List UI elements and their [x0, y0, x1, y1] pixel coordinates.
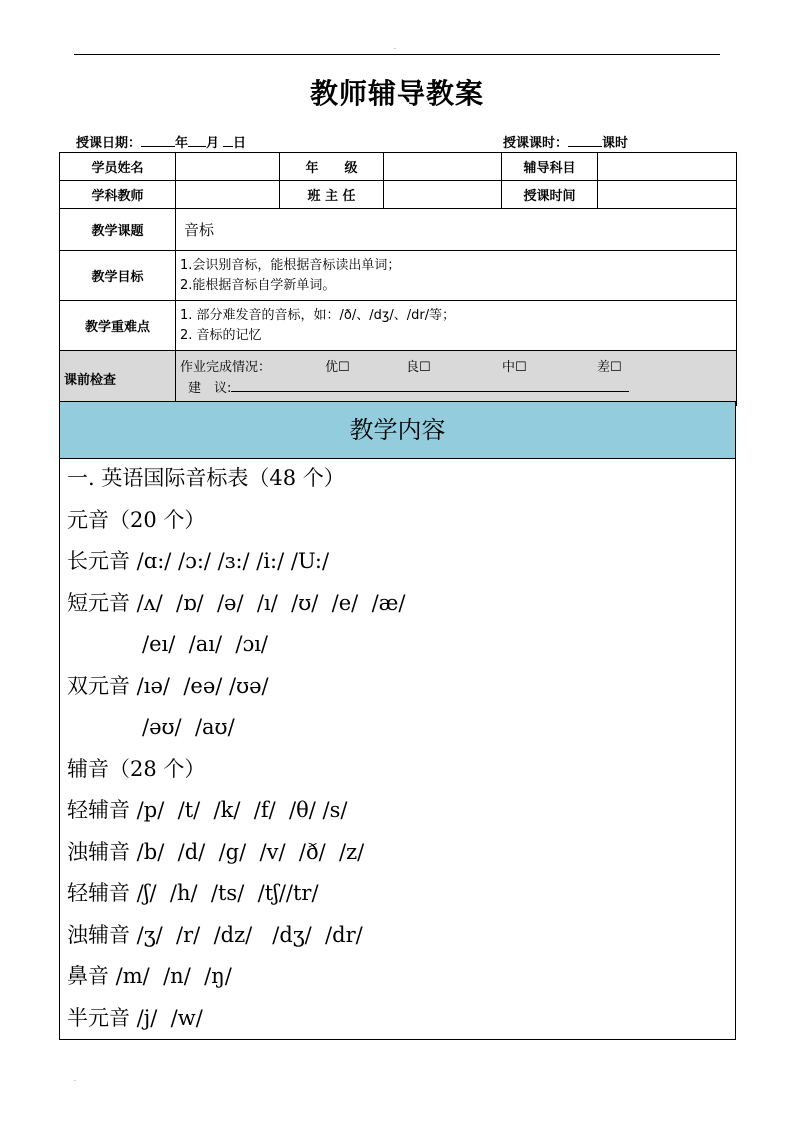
student-name-label: 学员姓名: [60, 153, 176, 181]
teacher-label: 学科教师: [60, 181, 176, 209]
suggestion-row: [180, 378, 732, 399]
key-points-value: [176, 301, 737, 351]
key-points-label: 教学重难点: [60, 301, 176, 351]
subject-value: [598, 153, 737, 181]
hours-blank: [568, 134, 602, 147]
voiceless-consonants-2: 轻辅音 /ʃ/ /h/ /ts/ /tʃ//tr/: [67, 881, 319, 905]
time-value: [598, 181, 737, 209]
hours-label: 授课课时：: [503, 136, 569, 151]
day-unit: 日: [233, 136, 247, 151]
diphthongs-line-3: /əʊ/ /aʊ/: [142, 715, 235, 739]
homework-row: [180, 358, 732, 378]
time-label: 授课时间: [502, 181, 598, 209]
student-name-value: [176, 153, 280, 181]
month-blank: [188, 134, 206, 147]
date-label: 授课日期：: [76, 136, 142, 151]
option-good[interactable]: 良☐: [406, 359, 431, 375]
option-fair[interactable]: 中☐: [502, 359, 527, 375]
voiceless-consonants-1: 轻辅音 /p/ /t/ /k/ /f/ /θ/ /s/: [67, 798, 348, 822]
goal-line-2: 2.能根据音标自学新单词。: [180, 277, 336, 293]
goal-value: [176, 251, 737, 301]
month-unit: 月: [206, 136, 220, 151]
topic-value: 音标: [176, 209, 737, 251]
option-excellent[interactable]: 优☐: [325, 359, 350, 375]
long-vowels: 长元音 /ɑ:/ /ɔ:/ /ɜ:/ /i:/ /U:/: [67, 549, 330, 573]
homework-label: 作业完成情况：: [180, 359, 272, 375]
topic-label: 教学课题: [60, 209, 176, 251]
head-teacher-label: 班 主 任: [280, 181, 384, 209]
hours-unit: 课时: [602, 136, 629, 151]
phonetics-list: [67, 458, 727, 1039]
diphthongs-line-2: 双元音 /ıə/ /eə/ /ʊə/: [67, 673, 269, 698]
voiced-consonants-1: 浊辅音 /b/ /d/ /g/ /v/ /ð/ /z/: [67, 839, 365, 864]
lesson-info-table: [59, 152, 737, 406]
consonants-heading: 辅音（28 个）: [67, 756, 206, 781]
nasal-consonants: 鼻音 /m/ /n/ /ŋ/: [67, 964, 232, 988]
voiced-consonants-2: 浊辅音 /ʒ/ /r/ /dz/ /dʒ/ /dr/: [67, 922, 363, 947]
header-dot: .: [394, 44, 396, 51]
year-blank: [141, 134, 175, 147]
semi-vowels: 半元音 /j/ /w/: [67, 1005, 203, 1030]
class-date: [76, 132, 246, 151]
head-teacher-value: [384, 181, 502, 209]
subject-label: 辅导科目: [502, 153, 598, 181]
precheck-value: [176, 351, 737, 406]
grade-value: [384, 153, 502, 181]
footer-dot: .: [74, 1076, 76, 1083]
precheck-label: 课前检查: [60, 351, 176, 406]
short-vowels: 短元音 /ʌ/ /ɒ/ /ə/ /ı/ /ʊ/ /e/ /æ/: [67, 590, 406, 615]
header-rule: [74, 54, 720, 55]
key-line-2: 2. 音标的记忆: [180, 327, 262, 343]
grade-label: 年 级: [280, 153, 384, 181]
day-blank: [223, 134, 233, 147]
suggestion-field[interactable]: [231, 378, 629, 392]
teacher-value: [176, 181, 280, 209]
suggestion-label: 建 议:: [188, 380, 232, 396]
diphthongs-line-1: /eı/ /aı/ /ɔı/: [142, 632, 269, 656]
option-poor[interactable]: 差☐: [597, 359, 622, 375]
content-heading: 教学内容: [59, 401, 736, 459]
goal-label: 教学目标: [60, 251, 176, 301]
section-title: 一. 英语国际音标表（48 个）: [67, 466, 345, 490]
key-line-1: 1. 部分难发音的音标，如：/ð/、/dʒ/、/dr/等；: [180, 307, 456, 323]
goal-line-1: 1.会识别音标，能根据音标读出单词；: [180, 257, 401, 273]
page-title: 教师辅导教案: [309, 77, 484, 110]
class-hours: [503, 132, 628, 151]
vowels-heading: 元音（20 个）: [67, 507, 206, 532]
year-unit: 年: [175, 136, 189, 151]
